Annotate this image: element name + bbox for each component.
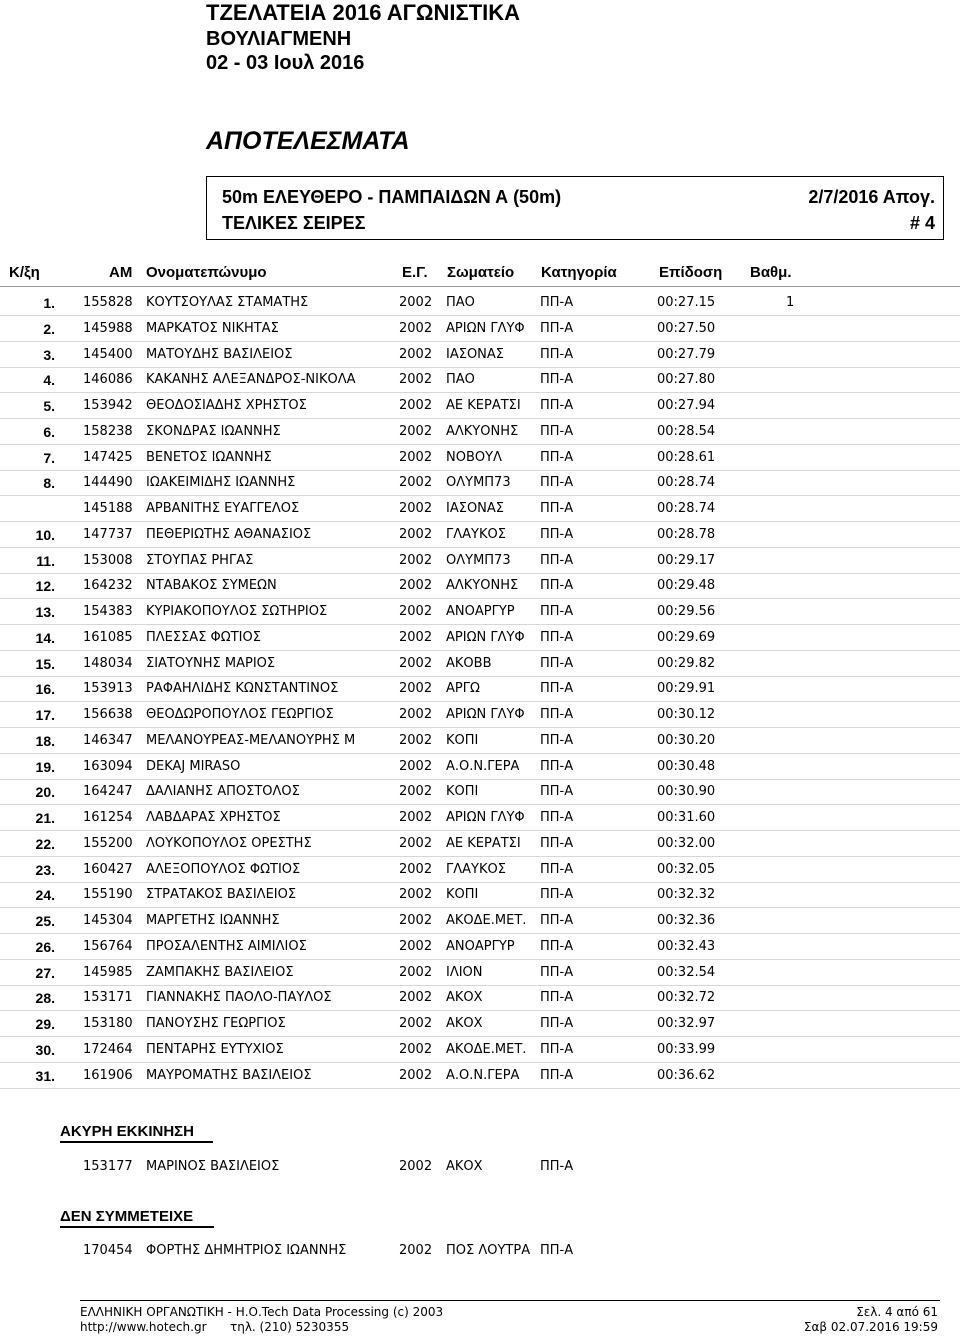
- name: ΜΑΡΓΕΤΗΣ ΙΩΑΝΝΗΣ: [146, 913, 280, 928]
- category: ΠΠ-Α: [540, 449, 574, 465]
- category: ΠΠ-Α: [540, 372, 574, 388]
- invalid-start-underline: [60, 1141, 213, 1143]
- name: ΑΡΒΑΝΙΤΗΣ ΕΥΑΓΓΕΛΟΣ: [146, 501, 300, 516]
- rank: 11.: [36, 552, 55, 569]
- table-row: [0, 676, 960, 702]
- name: ΜΕΛΑΝΟΥΡΕΑΣ-ΜΕΛΑΝΟΥΡΗΣ Μ: [146, 732, 356, 748]
- club: ΑΚΟΧ: [446, 1159, 483, 1174]
- category: ΠΠ-Α: [540, 1243, 574, 1258]
- name: DEKAJ MIRASO: [146, 758, 241, 774]
- year: 2002: [399, 320, 433, 336]
- rank: 5.: [43, 398, 55, 414]
- time: 00:30.48: [657, 758, 716, 774]
- rank: 29.: [35, 1016, 55, 1032]
- footer-phone: τηλ. (210) 5230355: [230, 1320, 350, 1334]
- category: ΠΠ-Α: [540, 655, 574, 671]
- name: ΚΑΚΑΝΗΣ ΑΛΕΞΑΝΔΡΟΣ-ΝΙΚΟΛΑ: [146, 372, 356, 388]
- time: 00:28.74: [657, 475, 716, 491]
- rank: 16.: [35, 681, 55, 698]
- time: 00:32.72: [657, 990, 716, 1006]
- time: 00:28.54: [657, 423, 716, 439]
- table-row: [0, 1037, 960, 1063]
- rank: 26.: [35, 938, 55, 955]
- rank: 4.: [43, 372, 55, 389]
- club: ΑΚΟΔΕ.ΜΕΤ.: [446, 1041, 527, 1057]
- table-row: [0, 290, 960, 316]
- club: ΑΛΚΥΟΝΗΣ: [446, 423, 519, 439]
- club: ΑΚΟΧ: [446, 1016, 483, 1031]
- category: ΠΠ-Α: [540, 578, 574, 594]
- rank: 31.: [35, 1067, 55, 1084]
- club: ΑΕ ΚΕΡΑΤΣΙ: [446, 398, 521, 413]
- name: ΠΕΝΤΑΡΗΣ ΕΥΤΥΧΙΟΣ: [146, 1041, 284, 1057]
- am: 161906: [83, 1067, 133, 1083]
- am: 153171: [83, 990, 133, 1006]
- table-row: [0, 470, 960, 496]
- year: 2002: [399, 604, 433, 619]
- name: ΑΛΕΞΟΠΟΥΛΟΣ ΦΩΤΙΟΣ: [146, 861, 301, 877]
- time: 00:30.20: [657, 732, 716, 748]
- footer-website[interactable]: http://www.hotech.gr: [80, 1320, 207, 1334]
- name: ΣΤΟΥΠΑΣ ΡΗΓΑΣ: [146, 552, 254, 568]
- year: 2002: [399, 398, 433, 413]
- time: 00:32.00: [657, 835, 716, 851]
- table-row: [0, 651, 960, 677]
- table-row: [0, 728, 960, 754]
- name: ΠΕΘΕΡΙΩΤΗΣ ΑΘΑΝΑΣΙΟΣ: [146, 526, 312, 542]
- name: ΦΟΡΤΗΣ ΔΗΜΗΤΡΙΟΣ ΙΩΑΝΝΗΣ: [146, 1243, 347, 1258]
- club: ΑΡΙΩΝ ΓΛΥΦ: [446, 810, 525, 825]
- rank: 19.: [35, 758, 55, 775]
- year: 2002: [399, 578, 433, 594]
- club: ΝΟΒΟΥΛ: [446, 449, 502, 465]
- year: 2002: [399, 475, 433, 491]
- year: 2002: [399, 1016, 433, 1031]
- time: 00:29.69: [657, 629, 716, 645]
- club: Α.Ο.Ν.ΓΕΡΑ: [446, 1067, 520, 1083]
- footer-org: ΕΛΛΗΝΙΚΗ ΟΡΓΑΝΩΤΙΚΗ - Η.Ο.Tech Data Processing (c) 2003: [80, 1305, 444, 1319]
- name: ΖΑΜΠΑΚΗΣ ΒΑΣΙΛΕΙΟΣ: [146, 964, 294, 980]
- am: 153913: [83, 681, 133, 697]
- am: 145304: [83, 913, 133, 928]
- name: ΠΡΟΣΑΛΕΝΤΗΣ ΑΙΜΙΛΙΟΣ: [146, 938, 307, 954]
- table-row: [0, 625, 960, 651]
- category: ΠΠ-Α: [540, 501, 574, 516]
- time: 00:29.82: [657, 655, 716, 671]
- time: 00:32.36: [657, 913, 716, 928]
- am: 170454: [83, 1243, 133, 1258]
- year: 2002: [399, 629, 433, 645]
- name: ΚΟΥΤΣΟΥΛΑΣ ΣΤΑΜΑΤΗΣ: [146, 295, 309, 310]
- name: ΡΑΦΑΗΛΙΔΗΣ ΚΩΝΣΤΑΝΤΙΝΟΣ: [146, 681, 339, 697]
- am: 146347: [83, 732, 133, 748]
- year: 2002: [399, 758, 433, 774]
- event-number: # 4: [909, 213, 935, 233]
- time: 00:28.74: [657, 501, 716, 516]
- am: 145400: [83, 346, 133, 362]
- name: ΣΚΟΝΔΡΑΣ ΙΩΑΝΝΗΣ: [146, 423, 281, 439]
- meet-title: ΤΖΕΛΑΤΕΙΑ 2016 ΑΓΩΝΙΣΤΙΚΑ: [206, 0, 521, 25]
- time: 00:30.12: [657, 707, 716, 722]
- year: 2002: [399, 938, 433, 954]
- event-box: [206, 176, 944, 240]
- am: 158238: [83, 423, 133, 439]
- year: 2002: [399, 810, 433, 825]
- category: ΠΠ-Α: [540, 1016, 574, 1031]
- table-row: [0, 1011, 960, 1037]
- table-row: [0, 573, 960, 599]
- rank: 10.: [35, 526, 55, 543]
- am: 155200: [83, 835, 133, 851]
- year: 2002: [399, 1243, 433, 1258]
- table-row: [0, 1063, 960, 1089]
- time: 00:31.60: [657, 810, 716, 825]
- club: ΚΟΠΙ: [446, 732, 479, 748]
- category: ΠΠ-Α: [540, 1041, 574, 1057]
- year: 2002: [399, 681, 433, 697]
- club: ΠΟΣ ΛΟΥΤΡΑ: [446, 1243, 531, 1258]
- did-not-start-row: [0, 1238, 960, 1264]
- year: 2002: [399, 1159, 433, 1174]
- row-divider: [0, 1088, 960, 1089]
- time: 00:32.43: [657, 938, 716, 954]
- rank: 13.: [35, 604, 55, 620]
- invalid-start-title: ΑΚΥΡΗ ΕΚΚΙΝΗΣΗ: [60, 1123, 195, 1140]
- time: 00:27.15: [657, 295, 716, 310]
- category: ΠΠ-Α: [540, 526, 574, 542]
- time: 00:33.99: [657, 1041, 716, 1057]
- am: 147737: [83, 526, 133, 542]
- am: 144490: [83, 475, 133, 491]
- time: 00:32.97: [657, 1016, 716, 1031]
- club: ΑΕ ΚΕΡΑΤΣΙ: [446, 835, 521, 851]
- footer-timestamp: Σαβ 02.07.2016 19:59: [803, 1320, 938, 1334]
- category: ΠΠ-Α: [540, 913, 574, 928]
- meet-venue: ΒΟΥΛΙΑΓΜΕΝΗ: [206, 28, 352, 50]
- year: 2002: [399, 784, 433, 800]
- header-divider: [0, 286, 960, 287]
- col-name: Ονοματεπώνυμο: [146, 264, 267, 281]
- year: 2002: [399, 295, 433, 310]
- col-points: Βαθμ.: [750, 264, 792, 281]
- category: ΠΠ-Α: [540, 320, 574, 336]
- am: 146086: [83, 372, 133, 388]
- time: 00:32.05: [657, 861, 716, 877]
- time: 00:27.79: [657, 346, 716, 362]
- name: ΣΙΑΤΟΥΝΗΣ ΜΑΡΙΟΣ: [146, 655, 276, 671]
- club: ΠΑΟ: [446, 372, 475, 388]
- rank: 2.: [43, 320, 55, 337]
- rank: 1.: [43, 295, 55, 311]
- event-round: ΤΕΛΙΚΕΣ ΣΕΙΡΕΣ: [222, 213, 366, 233]
- name: ΠΑΝΟΥΣΗΣ ΓΕΩΡΓΙΟΣ: [146, 1016, 286, 1031]
- club: ΑΡΙΩΝ ΓΛΥΦ: [446, 320, 525, 336]
- points: 1: [786, 295, 795, 310]
- year: 2002: [399, 1041, 433, 1057]
- time: 00:29.48: [657, 578, 716, 594]
- category: ΠΠ-Α: [540, 1067, 574, 1083]
- name: ΜΑΤΟΥΔΗΣ ΒΑΣΙΛΕΙΟΣ: [146, 346, 293, 362]
- am: 148034: [83, 655, 133, 671]
- table-row: [0, 367, 960, 393]
- category: ΠΠ-Α: [540, 398, 574, 413]
- rank: 17.: [35, 707, 55, 723]
- rank: 7.: [43, 449, 55, 466]
- name: ΘΕΟΔΩΡΟΠΟΥΛΟΣ ΓΕΩΡΓΙΟΣ: [146, 707, 334, 722]
- col-time: Επίδοση: [659, 264, 723, 281]
- year: 2002: [399, 346, 433, 362]
- rank: 30.: [35, 1041, 55, 1058]
- table-row: [0, 882, 960, 908]
- club: ΚΟΠΙ: [446, 784, 479, 800]
- category: ΠΠ-Α: [540, 629, 574, 645]
- table-row: [0, 857, 960, 883]
- col-am: ΑΜ: [109, 264, 133, 281]
- am: 153180: [83, 1016, 133, 1031]
- time: 00:28.61: [657, 449, 716, 465]
- am: 164232: [83, 578, 133, 594]
- col-category: Κατηγορία: [541, 264, 617, 281]
- category: ΠΠ-Α: [540, 861, 574, 877]
- club: ΑΛΚΥΟΝΗΣ: [446, 578, 519, 594]
- name: ΜΑΡΚΑΤΟΣ ΝΙΚΗΤΑΣ: [146, 320, 279, 336]
- footer-divider: [80, 1300, 940, 1301]
- category: ΠΠ-Α: [540, 346, 574, 362]
- am: 153008: [83, 552, 133, 568]
- did-not-start-underline: [60, 1226, 214, 1228]
- invalid-start-row: [0, 1154, 960, 1180]
- am: 147425: [83, 449, 133, 465]
- year: 2002: [399, 449, 433, 465]
- club: ΓΛΑΥΚΟΣ: [446, 526, 506, 542]
- am: 145985: [83, 964, 133, 980]
- am: 160427: [83, 861, 133, 877]
- am: 155190: [83, 887, 133, 903]
- name: ΛΟΥΚΟΠΟΥΛΟΣ ΟΡΕΣΤΗΣ: [146, 835, 312, 851]
- am: 161085: [83, 629, 133, 645]
- name: ΘΕΟΔΟΣΙΑΔΗΣ ΧΡΗΣΤΟΣ: [146, 398, 307, 413]
- table-row: [0, 754, 960, 780]
- name: ΛΑΒΔΑΡΑΣ ΧΡΗΣΤΟΣ: [146, 810, 281, 825]
- table-row: [0, 805, 960, 831]
- name: ΠΛΕΣΣΑΣ ΦΩΤΙΟΣ: [146, 629, 261, 645]
- time: 00:28.78: [657, 526, 716, 542]
- am: 172464: [83, 1041, 133, 1057]
- year: 2002: [399, 655, 433, 671]
- rank: 24.: [35, 887, 55, 904]
- club: ΙΑΣΟΝΑΣ: [446, 501, 505, 516]
- category: ΠΠ-Α: [540, 423, 574, 439]
- rank: 25.: [35, 913, 55, 929]
- year: 2002: [399, 423, 433, 439]
- club: ΑΡΓΩ: [446, 681, 480, 697]
- year: 2002: [399, 732, 433, 748]
- am: 153942: [83, 398, 133, 413]
- year: 2002: [399, 526, 433, 542]
- am: 164247: [83, 784, 133, 800]
- time: 00:32.32: [657, 887, 716, 903]
- club: ΑΝΟΑΡΓΥΡ: [446, 938, 515, 954]
- event-date: 2/7/2016 Απογ.: [808, 187, 935, 207]
- table-row: [0, 496, 960, 522]
- rank: 27.: [35, 964, 55, 981]
- name: ΓΙΑΝΝΑΚΗΣ ΠΑΟΛΟ-ΠΑΥΛΟΣ: [146, 990, 332, 1006]
- category: ΠΠ-Α: [540, 810, 574, 825]
- table-row: [0, 316, 960, 342]
- table-row: [0, 960, 960, 986]
- rank: 23.: [35, 861, 55, 878]
- club: ΑΚΟΧ: [446, 990, 483, 1006]
- club: ΑΝΟΑΡΓΥΡ: [446, 604, 515, 619]
- year: 2002: [399, 1067, 433, 1083]
- rank: 18.: [35, 732, 55, 749]
- category: ΠΠ-Α: [540, 681, 574, 697]
- rank: 20.: [35, 784, 55, 801]
- rank: 3.: [43, 346, 55, 363]
- rank: 28.: [35, 990, 55, 1007]
- category: ΠΠ-Α: [540, 964, 574, 980]
- table-row: [0, 445, 960, 471]
- meet-dates: 02 - 03 Ιουλ 2016: [206, 52, 365, 74]
- club: ΙΛΙΟΝ: [446, 964, 483, 980]
- category: ΠΠ-Α: [540, 732, 574, 748]
- event-name: 50m ΕΛΕΥΘΕΡΟ - ΠΑΜΠΑΙΔΩΝ Α (50m): [222, 187, 562, 207]
- category: ΠΠ-Α: [540, 475, 574, 491]
- table-row: [0, 599, 960, 625]
- name: ΜΑΥΡΟΜΑΤΗΣ ΒΑΣΙΛΕΙΟΣ: [146, 1067, 312, 1083]
- club: ΑΚΟΒΒ: [446, 655, 492, 671]
- category: ΠΠ-Α: [540, 1159, 574, 1174]
- club: Α.Ο.Ν.ΓΕΡΑ: [446, 758, 520, 774]
- did-not-start-title: ΔΕΝ ΣΥΜΜΕΤΕΙΧΕ: [60, 1208, 194, 1225]
- table-row: [0, 985, 960, 1011]
- club: ΓΛΑΥΚΟΣ: [446, 861, 506, 877]
- results-title: ΑΠΟΤΕΛΕΣΜΑΤΑ: [206, 127, 410, 155]
- year: 2002: [399, 501, 433, 516]
- am: 145188: [83, 501, 133, 516]
- club: ΑΡΙΩΝ ΓΛΥΦ: [446, 707, 525, 722]
- table-row: [0, 548, 960, 574]
- am: 163094: [83, 758, 133, 774]
- club: ΠΑΟ: [446, 295, 475, 310]
- club: ΙΑΣΟΝΑΣ: [446, 346, 505, 362]
- am: 155828: [83, 295, 133, 310]
- club: ΚΟΠΙ: [446, 887, 479, 903]
- rank: 14.: [35, 629, 55, 646]
- table-row: [0, 522, 960, 548]
- category: ΠΠ-Α: [540, 758, 574, 774]
- name: ΜΑΡΙΝΟΣ ΒΑΣΙΛΕΙΟΣ: [146, 1159, 280, 1174]
- category: ΠΠ-Α: [540, 938, 574, 954]
- table-row: [0, 393, 960, 419]
- time: 00:27.94: [657, 398, 716, 413]
- col-rank: Κ/ξη: [9, 264, 40, 281]
- name: ΣΤΡΑΤΑΚΟΣ ΒΑΣΙΛΕΙΟΣ: [146, 887, 297, 903]
- name: ΔΑΛΙΑΝΗΣ ΑΠΟΣΤΟΛΟΣ: [146, 784, 300, 800]
- name: ΙΩΑΚΕΙΜΙΔΗΣ ΙΩΑΝΝΗΣ: [146, 475, 296, 491]
- category: ΠΠ-Α: [540, 835, 574, 851]
- table-row: [0, 908, 960, 934]
- am: 156638: [83, 707, 133, 722]
- am: 145988: [83, 320, 133, 336]
- time: 00:27.80: [657, 372, 716, 388]
- name: ΒΕΝΕΤΟΣ ΙΩΑΝΝΗΣ: [146, 449, 272, 465]
- year: 2002: [399, 964, 433, 980]
- rank: 8.: [43, 475, 55, 492]
- name: ΚΥΡΙΑΚΟΠΟΥΛΟΣ ΣΩΤΗΡΙΟΣ: [146, 604, 328, 619]
- club: ΑΡΙΩΝ ΓΛΥΦ: [446, 629, 525, 645]
- year: 2002: [399, 835, 433, 851]
- col-club: Σωματείο: [447, 264, 515, 281]
- time: 00:36.62: [657, 1067, 716, 1083]
- category: ΠΠ-Α: [540, 295, 574, 310]
- club: ΟΛΥΜΠ73: [446, 552, 511, 568]
- year: 2002: [399, 990, 433, 1006]
- year: 2002: [399, 887, 433, 903]
- category: ΠΠ-Α: [540, 887, 574, 903]
- table-row: [0, 419, 960, 445]
- time: 00:29.17: [657, 552, 716, 568]
- year: 2002: [399, 372, 433, 388]
- am: 161254: [83, 810, 133, 825]
- category: ΠΠ-Α: [540, 552, 574, 568]
- am: 156764: [83, 938, 133, 954]
- rank: 22.: [35, 835, 55, 852]
- time: 00:32.54: [657, 964, 716, 980]
- rank: 21.: [35, 810, 55, 826]
- time: 00:29.56: [657, 604, 716, 619]
- category: ΠΠ-Α: [540, 990, 574, 1006]
- rank: 12.: [35, 578, 55, 595]
- time: 00:29.91: [657, 681, 716, 697]
- rank: 15.: [35, 655, 55, 672]
- club: ΟΛΥΜΠ73: [446, 475, 511, 491]
- name: ΝΤΑΒΑΚΟΣ ΣΥΜΕΩΝ: [146, 578, 277, 594]
- year: 2002: [399, 913, 433, 928]
- table-row: [0, 831, 960, 857]
- time: 00:30.90: [657, 784, 716, 800]
- year: 2002: [399, 707, 433, 722]
- year: 2002: [399, 552, 433, 568]
- rank: 6.: [43, 423, 55, 440]
- table-row: [0, 934, 960, 960]
- table-row: [0, 779, 960, 805]
- footer-page: Σελ. 4 από 61: [856, 1305, 938, 1319]
- am: 153177: [83, 1159, 133, 1174]
- table-row: [0, 702, 960, 728]
- category: ΠΠ-Α: [540, 604, 574, 619]
- category: ΠΠ-Α: [540, 784, 574, 800]
- time: 00:27.50: [657, 320, 716, 336]
- am: 154383: [83, 604, 133, 619]
- table-row: [0, 342, 960, 368]
- club: ΑΚΟΔΕ.ΜΕΤ.: [446, 913, 527, 928]
- year: 2002: [399, 861, 433, 877]
- col-year: Ε.Γ.: [402, 264, 428, 281]
- category: ΠΠ-Α: [540, 707, 574, 722]
